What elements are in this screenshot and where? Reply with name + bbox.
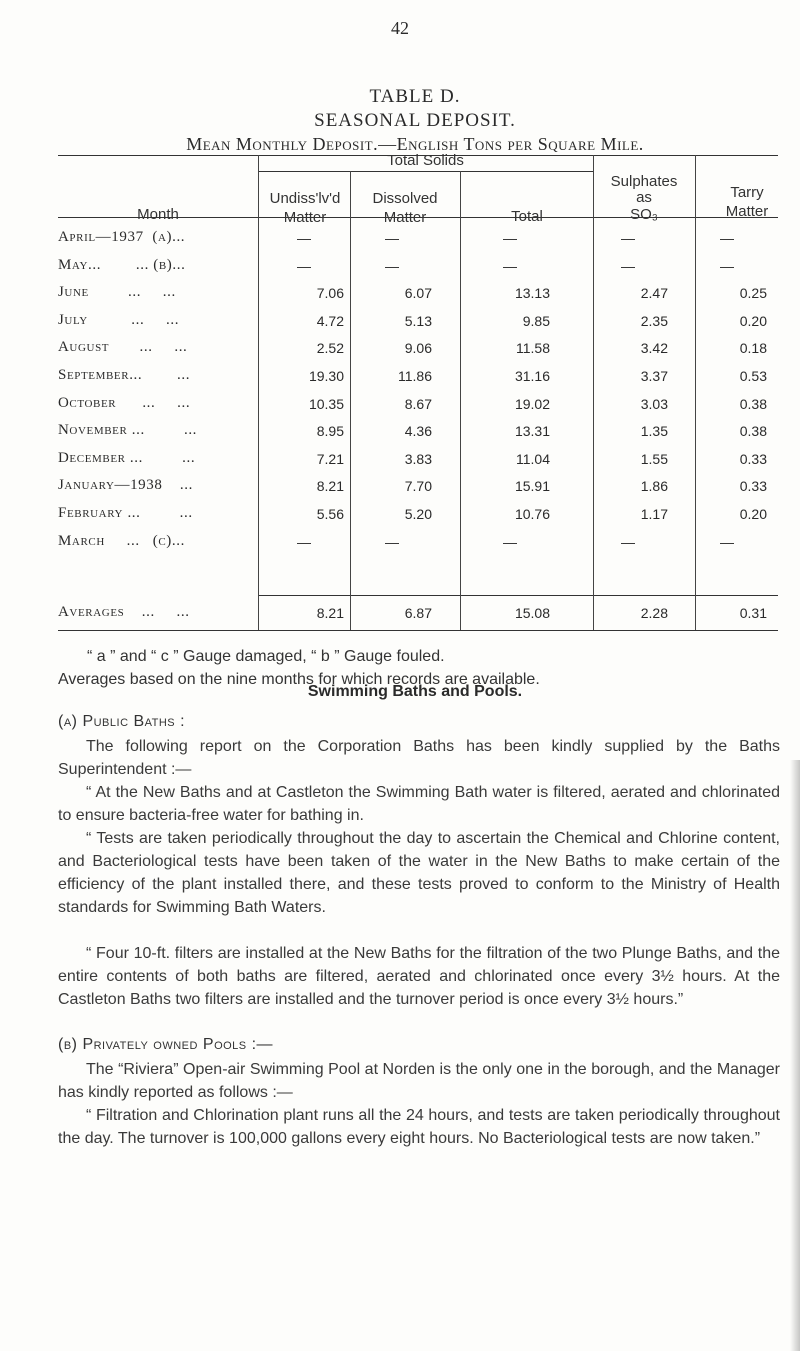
table-row-1-tarry: — (720, 230, 734, 246)
averages-row-dissolved: 6.87 (404, 605, 432, 621)
table-row-2-undissolved: — (297, 257, 311, 274)
table-row-2-label: May... ... (b)... (58, 256, 186, 273)
col-rule-2 (350, 171, 351, 630)
private-pools-quote: “ Filtration and Chlorination plant runs all the 24 hours, and tests are taken periodically throughout the day. The turnover is 100,000 gallons every eight hours. No Bacteriological tests are now taken.” (58, 1107, 780, 1147)
table-row-8-label: November ... ... (58, 422, 198, 439)
table-row-8-sulphates: 1.35 (640, 423, 668, 440)
table-row-7-tarry: 0.38 (739, 395, 767, 412)
table-row-8-undissolved: 8.95 (316, 423, 344, 440)
table-row-12-tarry: — (720, 533, 734, 550)
averages-row-label: Averages ... ... (58, 604, 190, 620)
header-sulphates (594, 172, 694, 224)
table-row-9-total: 11.04 (516, 450, 550, 467)
table-row-9-label: December ... ... (58, 449, 196, 466)
seasonal-deposit-table (0, 152, 800, 635)
table-row-9-tarry: 0.33 (739, 450, 767, 467)
table-row-7-dissolved: 8.67 (404, 395, 432, 412)
table-row-2-tarry: — (720, 257, 734, 274)
table-row-6-dissolved: 11.86 (398, 368, 432, 384)
gauge-note: “ a ” and “ c ” Gauge damaged, “ b ” Gauge fouled. (87, 648, 445, 665)
header-sulphates-line1: Sulphates (610, 173, 678, 190)
private-pools-intro: The “Riviera” Open-air Swimming Pool at Norden is the only one in the borough, and the Manager has kindly reported as follows :— (58, 1061, 780, 1101)
table-row-4-tarry: 0.20 (739, 312, 767, 329)
table-row-1-total: — (503, 230, 517, 246)
table-row-4-undissolved: 4.72 (316, 312, 344, 329)
table-row-8-total: 13.31 (514, 423, 550, 440)
table-row-10-label: January—1938 ... (58, 477, 193, 494)
public-baths-quote-1: “ At the New Baths and at Castleton the Swimming Bath water is filtered, aerated and chlorinated to ensure bacteria-free water for bathing in. (58, 784, 780, 824)
col-rule-3 (460, 171, 461, 630)
table-row-7-sulphates: 3.03 (640, 395, 668, 412)
averages-note: Averages based on the nine months for which records are available. (58, 671, 540, 688)
table-subtitle: SEASONAL DEPOSIT. (314, 110, 516, 131)
averages-top-rule (258, 595, 778, 596)
table-row-6-label: September... ... (58, 367, 191, 383)
table-caption: Mean Monthly Deposit.—English Tons per Square Mile. (186, 134, 644, 154)
public-baths-quote-3: “ Four 10-ft. filters are installed at the New Baths for the filtration of the two Plunge Baths, and the entire contents of both baths are filtered, aerated and chlorinated once every 3½ hours. At the Castleton Baths two filters are installed and the turnover period is once every 3½ hours.” (58, 945, 780, 1008)
table-row-12-sulphates: — (621, 533, 635, 550)
table-row-11-tarry: 0.20 (739, 506, 767, 522)
page-number: 42 (391, 18, 409, 38)
public-baths-heading: (a) Public Baths : (58, 713, 186, 730)
col-rule-1 (258, 155, 259, 630)
table-row-10-total: 15.91 (514, 478, 550, 495)
table-row-8-dissolved: 4.36 (404, 423, 432, 440)
header-sulphates-line2: as (636, 189, 652, 206)
table-row-3-sulphates: 2.47 (640, 285, 668, 302)
table-row-1-label: April—1937 (a)... (58, 229, 186, 245)
table-row-12-total: — (503, 533, 517, 550)
table-row-4-label: July ... ... (58, 311, 180, 328)
header-month: Month (137, 206, 179, 223)
table-row-2-dissolved: — (385, 257, 399, 274)
table-row-5-total: 11.58 (516, 340, 550, 357)
table-row-1-dissolved: — (385, 230, 399, 246)
table-row-3-tarry: 0.25 (739, 285, 767, 302)
table-row-8-tarry: 0.38 (739, 423, 767, 440)
header-tarry: Tarry Matter (725, 184, 769, 220)
table-row-1-undissolved: — (297, 230, 311, 246)
table-row-11-total: 10.76 (514, 506, 550, 522)
table-row-11-undissolved: 5.56 (316, 506, 344, 522)
table-row-3-dissolved: 6.07 (404, 285, 432, 302)
table-row-5-label: August ... ... (58, 339, 188, 356)
averages-row-sulphates: 2.28 (640, 605, 668, 621)
table-row-3-undissolved: 7.06 (316, 285, 344, 302)
table-row-10-undissolved: 8.21 (316, 478, 344, 495)
table-row-11-dissolved: 5.20 (404, 506, 432, 522)
table-row-3-total: 13.13 (514, 285, 550, 302)
table-row-5-tarry: 0.18 (739, 340, 767, 357)
table-title: TABLE D. (369, 86, 461, 107)
page-edge-shadow (790, 760, 800, 1351)
table-row-11-label: February ... ... (58, 505, 193, 521)
header-total: Total (511, 208, 543, 225)
averages-row-total: 15.08 (514, 605, 550, 621)
public-baths-quote-2: “ Tests are taken periodically throughout the day to ascertain the Chemical and Chlorine content, and Bacteriological tests have been taken of the water in the New Baths to make certain of the efficiency of the plant installed there, and these tests proved to conform to the Ministry of Health standards for Swimming Bath Waters. (58, 830, 780, 916)
public-baths-intro: The following report on the Corporation Baths has been kindly supplied by the Baths Superintendent :— (58, 738, 780, 778)
table-row-10-tarry: 0.33 (739, 478, 767, 495)
table-row-2-sulphates: — (621, 257, 635, 274)
table-row-5-sulphates: 3.42 (640, 340, 668, 357)
table-row-10-sulphates: 1.86 (640, 478, 668, 495)
table-row-6-total: 31.16 (514, 368, 550, 384)
col-rule-4 (593, 155, 594, 630)
table-row-5-dissolved: 9.06 (404, 340, 432, 357)
header-total-solids: Total Solids (387, 152, 464, 169)
table-row-4-sulphates: 2.35 (640, 312, 668, 329)
header-undissolved: Undiss'lv'd Matter (269, 190, 341, 226)
table-row-10-dissolved: 7.70 (404, 478, 432, 495)
table-row-7-total: 19.02 (514, 395, 550, 412)
private-pools-heading: (b) Privately owned Pools :— (58, 1036, 274, 1053)
header-dissolved: Dissolved Matter (372, 190, 438, 226)
table-row-12-undissolved: — (297, 533, 311, 550)
col-rule-5 (695, 155, 696, 630)
header-sulphates-line3: SO₃ (630, 206, 658, 223)
table-row-9-dissolved: 3.83 (404, 450, 432, 467)
table-row-4-dissolved: 5.13 (404, 312, 432, 329)
table-row-9-undissolved: 7.21 (316, 450, 344, 467)
table-row-3-label: June ... ... (58, 284, 176, 301)
table-row-2-total: — (503, 257, 517, 274)
table-row-6-sulphates: 3.37 (640, 368, 668, 384)
table-row-1-sulphates: — (621, 230, 635, 246)
averages-row-tarry: 0.31 (739, 605, 767, 621)
table-row-11-sulphates: 1.17 (640, 506, 668, 522)
table-row-12-label: March ... (c)... (58, 532, 185, 549)
table-row-12-dissolved: — (385, 533, 399, 550)
subheader-rule (258, 171, 593, 172)
averages-row-undissolved: 8.21 (316, 605, 344, 621)
table-bottom-rule (58, 630, 778, 631)
table-row-6-undissolved: 19.30 (308, 368, 344, 384)
table-row-7-label: October ... ... (58, 394, 191, 411)
table-row-6-tarry: 0.53 (739, 368, 767, 384)
section-title: Swimming Baths and Pools. (307, 683, 523, 700)
table-row-7-undissolved: 10.35 (308, 395, 344, 412)
table-row-9-sulphates: 1.55 (640, 450, 668, 467)
table-row-4-total: 9.85 (522, 312, 550, 329)
table-row-5-undissolved: 2.52 (316, 340, 344, 357)
